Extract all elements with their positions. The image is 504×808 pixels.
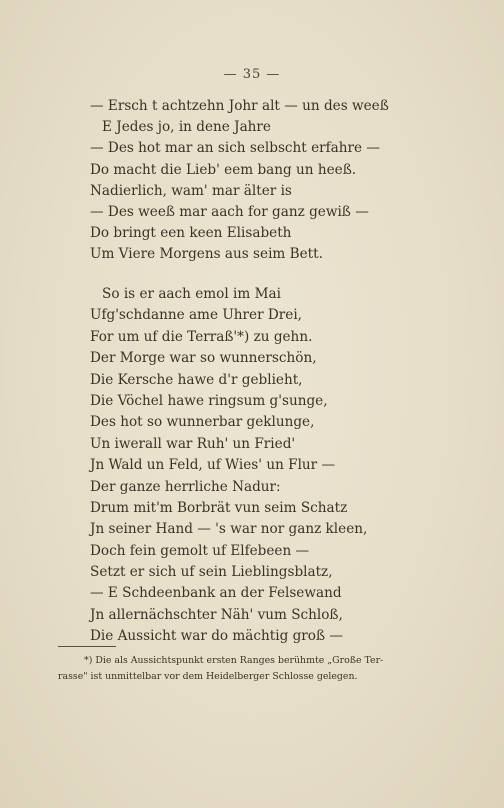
stanza-1 (90, 96, 420, 266)
verse-line: E Jedes jo, in dene Jahre (102, 119, 271, 136)
footnote-line: rasse" ist unmittelbar vor dem Heidelberger Schlosse gelegen. (58, 671, 358, 682)
verse-line: Der ganze herrliche Nadur: (90, 478, 281, 495)
verse-line: Do macht die Lieb' eem bang un heeß. (90, 161, 357, 178)
footnote (58, 653, 444, 685)
verse-line: Die Aussicht war do mächtig groß — (90, 628, 343, 645)
verse-line: Drum mit'm Borbrät vun seim Schatz (90, 499, 348, 516)
verse-line: Doch fein gemolt uf Elfebeen — (90, 542, 310, 559)
verse-line: Die Kersche hawe d'r geblieht, (90, 371, 303, 388)
verse-line: For um uf die Terraß'*) zu gehn. (90, 328, 313, 345)
verse-line: — Des hot mar an sich selbscht erfahre — (90, 140, 380, 157)
stanza-2 (90, 284, 420, 648)
verse-line: Ufg'schdanne ame Uhrer Drei, (90, 307, 302, 324)
verse-line: — Ersch t achtzehn Johr alt — un des weeß (90, 98, 389, 114)
verse-line: Do bringt een keen Elisabeth (90, 225, 292, 242)
verse-line: Un iwerall war Ruh' un Fried' (90, 435, 296, 452)
verse-line: Die Vöchel hawe ringsum g'sunge, (90, 392, 328, 409)
verse-line: Jn Wald un Feld, uf Wies' un Flur — (90, 457, 336, 474)
verse-line: Nadierlich, wam' mar älter is (90, 182, 292, 199)
verse-line: Um Viere Morgens aus seim Bett. (90, 246, 323, 263)
verse-line: — E Schdeenbank an der Felsewand (90, 585, 342, 602)
verse-line: — Des weeß mar aach for ganz gewiß — (90, 203, 369, 220)
footnote-rule (58, 646, 116, 647)
verse-line: Der Morge war so wunnerschön, (90, 350, 317, 367)
verse-line: So is er aach emol im Mai (102, 286, 281, 302)
verse-line: Setzt er sich uf sein Lieblingsblatz, (90, 564, 333, 581)
footnote-line: *) Die als Aussichtspunkt ersten Ranges berühmte „Große Ter- (84, 655, 384, 666)
verse-line: Jn allernächschter Näh' vum Schloß, (90, 606, 343, 623)
verse-line: Des hot so wunnerbar geklunge, (90, 414, 315, 431)
page-number: — 35 — (223, 67, 281, 82)
verse-line: Jn seiner Hand — 's war nor ganz kleen, (90, 521, 368, 538)
